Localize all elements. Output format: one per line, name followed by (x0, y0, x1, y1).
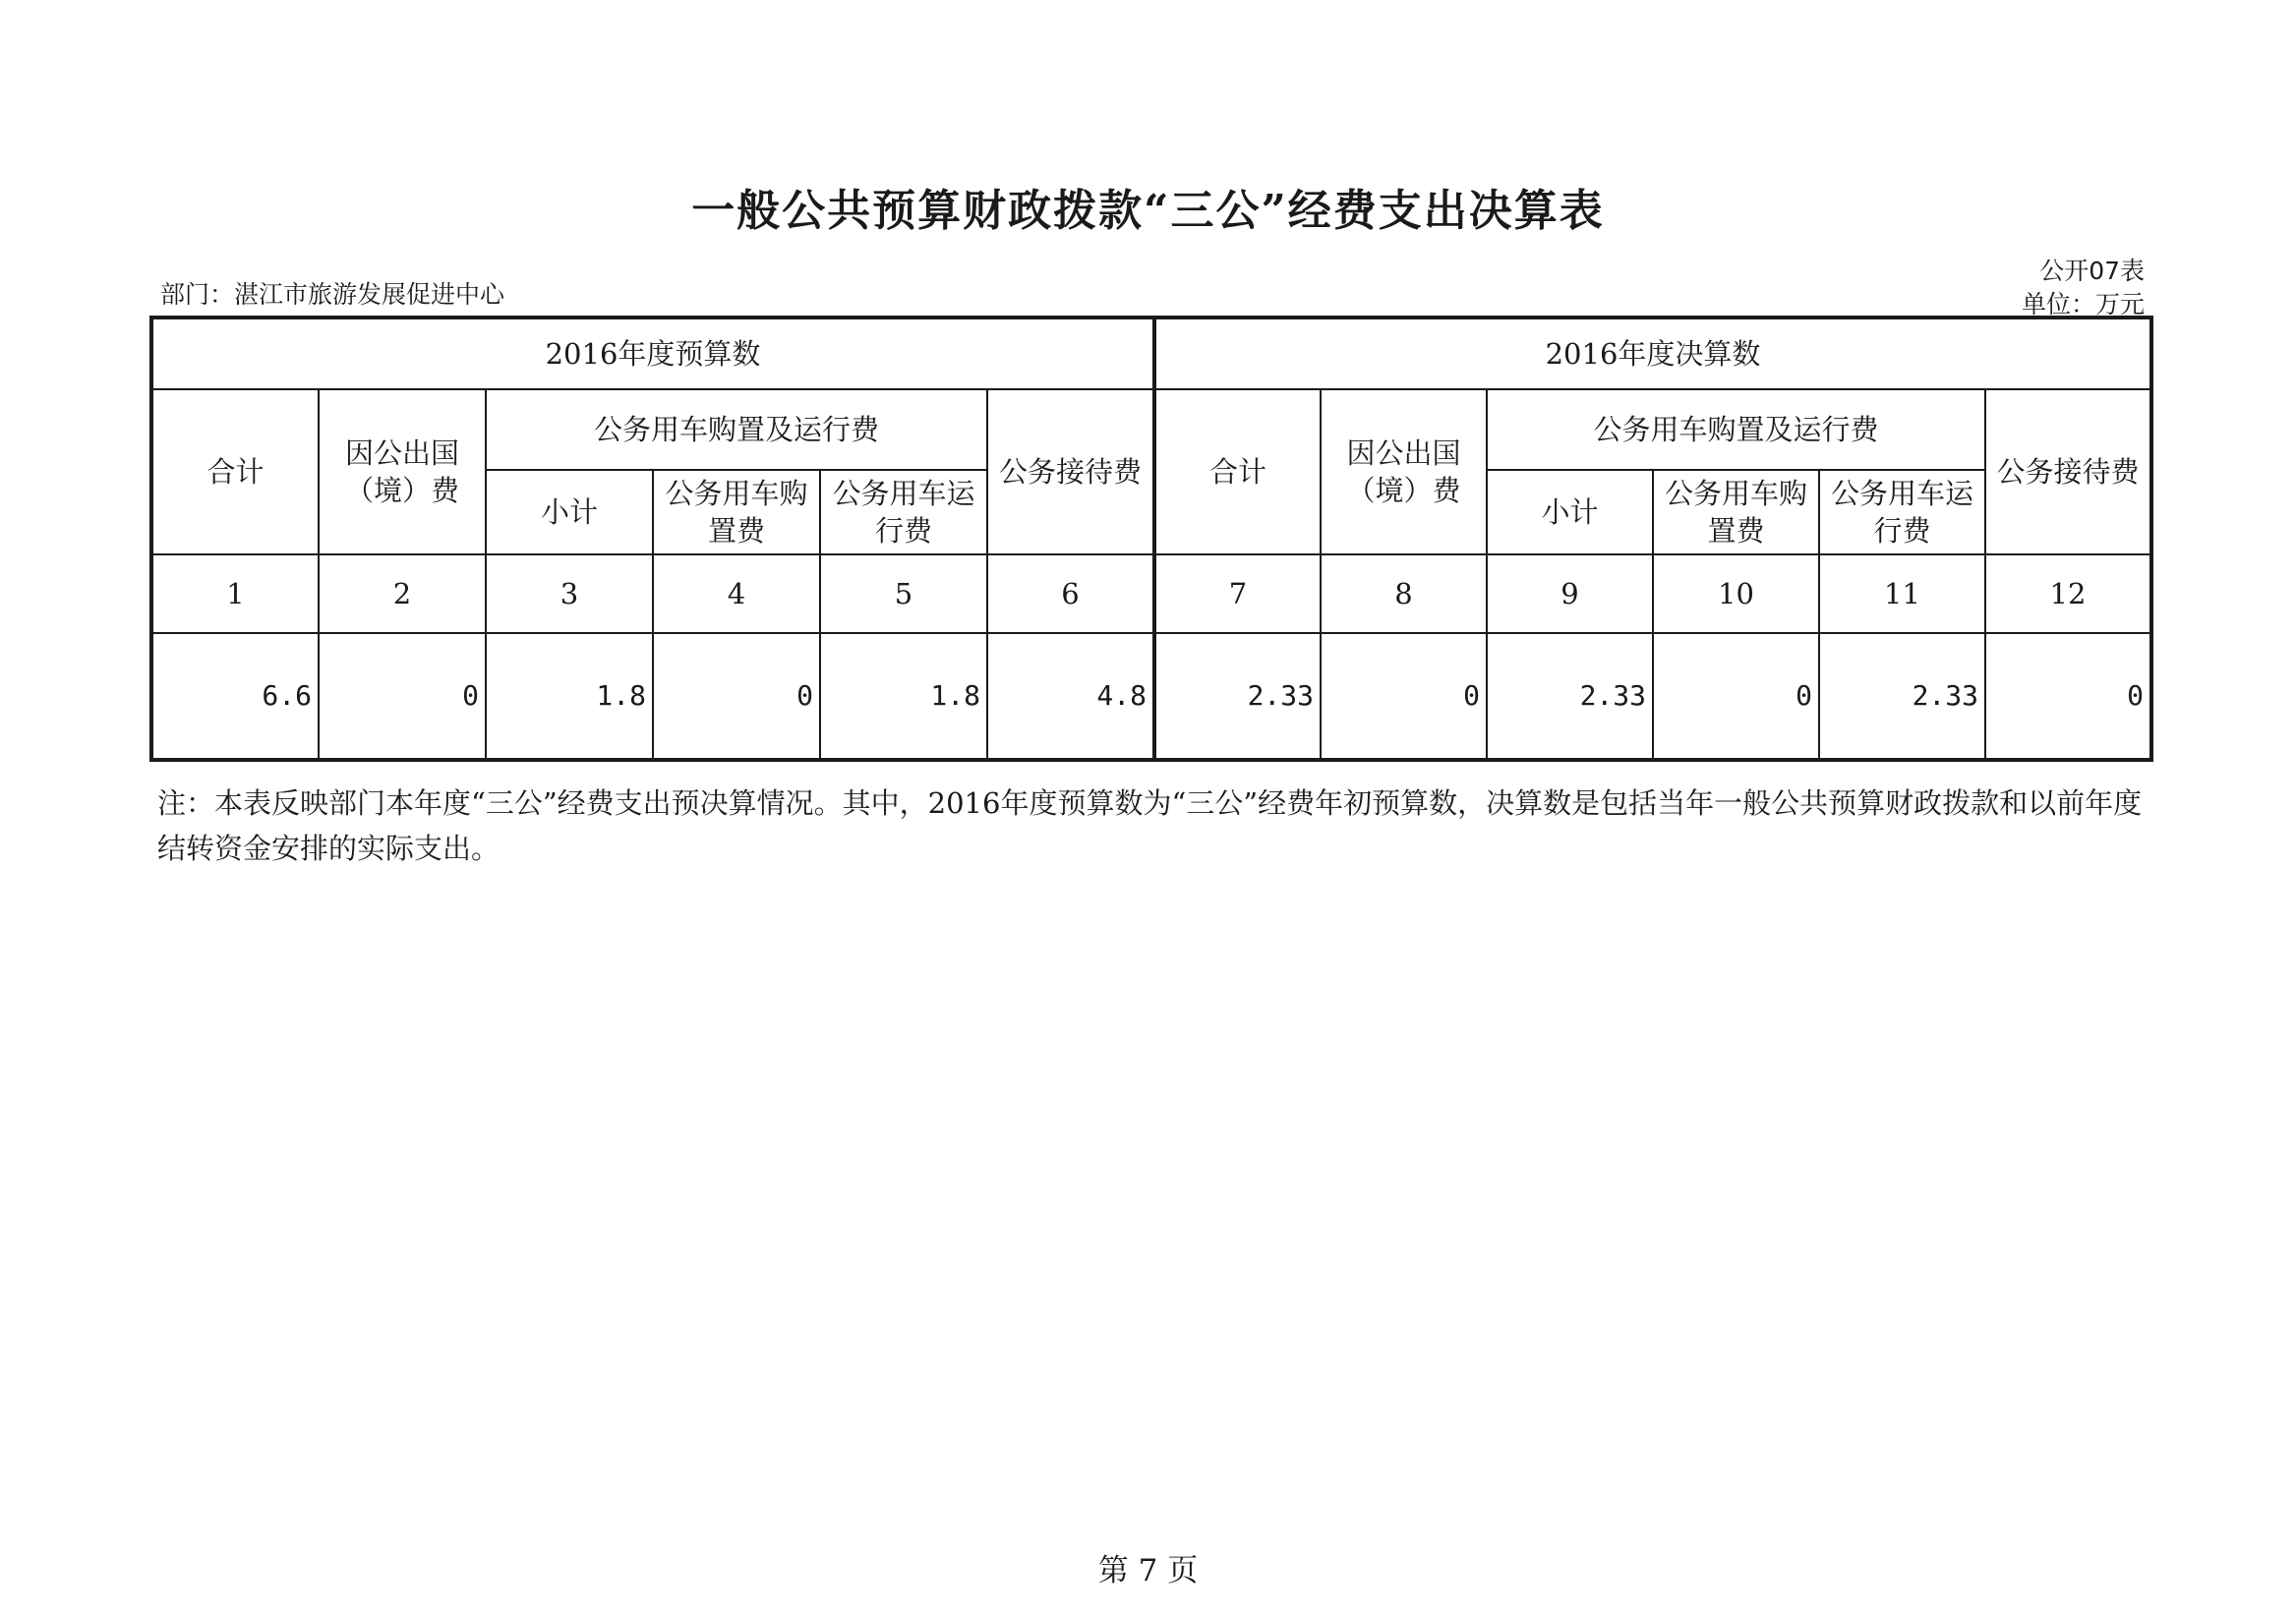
column-number: 6 (987, 554, 1154, 633)
final-reception-value: 0 (1985, 633, 2151, 760)
final-vehicle-operation-value: 2.33 (1819, 633, 1985, 760)
column-number: 4 (653, 554, 820, 633)
final-group-header: 2016年度决算数 (1154, 318, 2151, 389)
final-subtotal-header: 小计 (1487, 470, 1653, 554)
column-number: 12 (1985, 554, 2151, 633)
budget-abroad-header: 因公出国（境）费 (319, 389, 486, 554)
final-operation-header: 公务用车运行费 (1819, 470, 1985, 554)
final-total-value: 2.33 (1154, 633, 1321, 760)
budget-operation-header: 公务用车运行费 (820, 470, 987, 554)
budget-reception-header: 公务接待费 (987, 389, 1154, 554)
column-number: 1 (151, 554, 319, 633)
budget-vehicle-purchase-value: 0 (653, 633, 820, 760)
final-abroad-value: 0 (1321, 633, 1487, 760)
budget-group-header: 2016年度预算数 (151, 318, 1154, 389)
budget-vehicle-subtotal-value: 1.8 (486, 633, 653, 760)
final-total-header: 合计 (1154, 389, 1321, 554)
budget-abroad-value: 0 (319, 633, 486, 760)
final-vehicle-subtotal-value: 2.33 (1487, 633, 1653, 760)
page-number: 第 7 页 (1097, 1553, 1199, 1589)
column-number: 10 (1653, 554, 1819, 633)
final-vehicle-header: 公务用车购置及运行费 (1487, 389, 1985, 470)
document-title: 一般公共预算财政拨款“三公”经费支出决算表 (691, 186, 1605, 236)
column-number: 5 (820, 554, 987, 633)
final-vehicle-purchase-value: 0 (1653, 633, 1819, 760)
column-number: 7 (1154, 554, 1321, 633)
budget-total-header: 合计 (151, 389, 319, 554)
budget-vehicle-operation-value: 1.8 (820, 633, 987, 760)
column-number: 9 (1487, 554, 1653, 633)
footnote: 注：本表反映部门本年度“三公”经费支出预决算情况。其中，2016年度预算数为“三公”经费年初预算数，决算数是包括当年一般公共预算财政拨款和以前年度结转资金安排的实际支出。 (157, 786, 2143, 865)
budget-vehicle-header: 公务用车购置及运行费 (486, 389, 987, 470)
budget-subtotal-header: 小计 (486, 470, 653, 554)
values-row (151, 633, 2151, 760)
column-number: 11 (1819, 554, 1985, 633)
column-number: 2 (319, 554, 486, 633)
unit-label: 单位：万元 (2021, 290, 2145, 318)
budget-total-value: 6.6 (151, 633, 319, 760)
budget-purchase-header: 公务用车购置费 (653, 470, 820, 554)
final-abroad-header: 因公出国（境）费 (1321, 389, 1487, 554)
column-number: 8 (1321, 554, 1487, 633)
final-purchase-header: 公务用车购置费 (1653, 470, 1819, 554)
form-number: 公开07表 (2039, 257, 2145, 285)
department-label: 部门：湛江市旅游发展促进中心 (160, 280, 505, 309)
budget-reception-value: 4.8 (987, 633, 1154, 760)
final-reception-header: 公务接待费 (1985, 389, 2151, 554)
three-public-expenses-table (149, 316, 2153, 762)
column-number: 3 (486, 554, 653, 633)
column-number-row (151, 554, 2151, 633)
